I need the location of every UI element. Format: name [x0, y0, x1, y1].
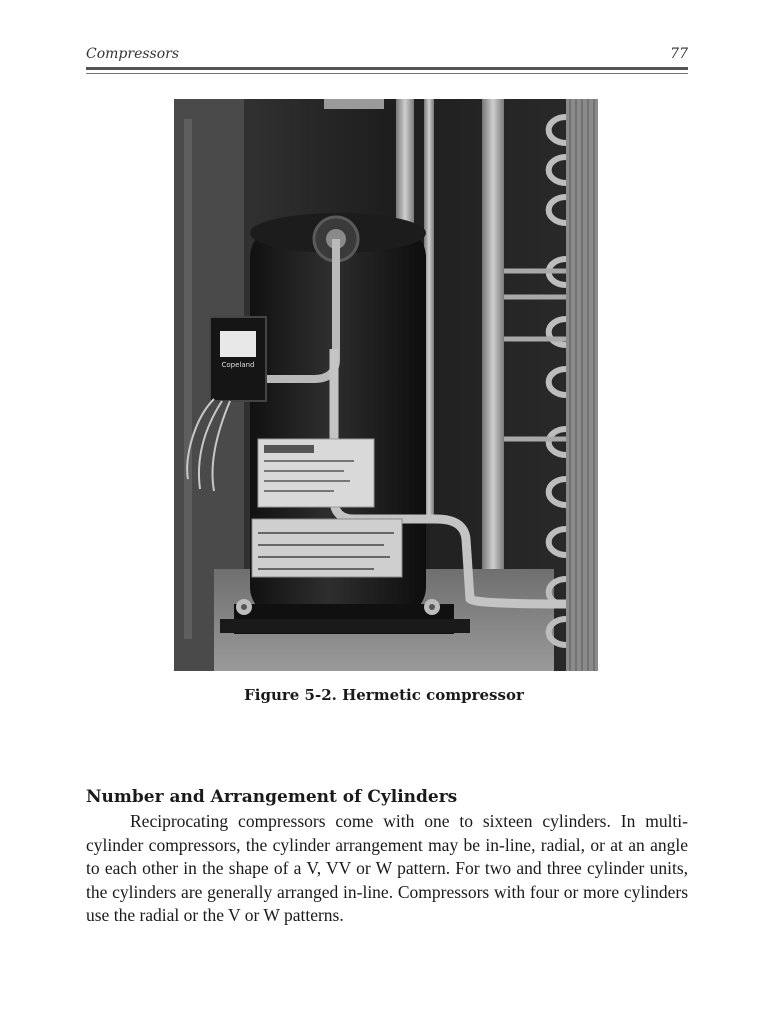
running-head-section-title: Compressors — [86, 46, 180, 62]
compressor-brand-text: Copeland — [221, 361, 255, 369]
page-number: 77 — [670, 46, 688, 62]
section-heading: Number and Arrangement of Cylinders — [86, 787, 458, 807]
header-rule-thin — [86, 73, 688, 74]
running-head — [86, 44, 688, 66]
hermetic-compressor-photo — [174, 99, 598, 671]
body-paragraph: Reciprocating compressors come with one to sixteen cylinders. In multi-cylinder compressors, the cylinder arrangement may be in-line, radial, or at an angle to each other in the shape of a V, VV or W pattern. For two and three cylinder units, the cylinders are generally arranged in-line. Compressors with four or more cylinders use the radial or the V or W patterns. — [86, 811, 688, 926]
figure-caption: Figure 5-2. Hermetic compressor — [244, 686, 524, 704]
header-rule-thick — [86, 67, 688, 70]
